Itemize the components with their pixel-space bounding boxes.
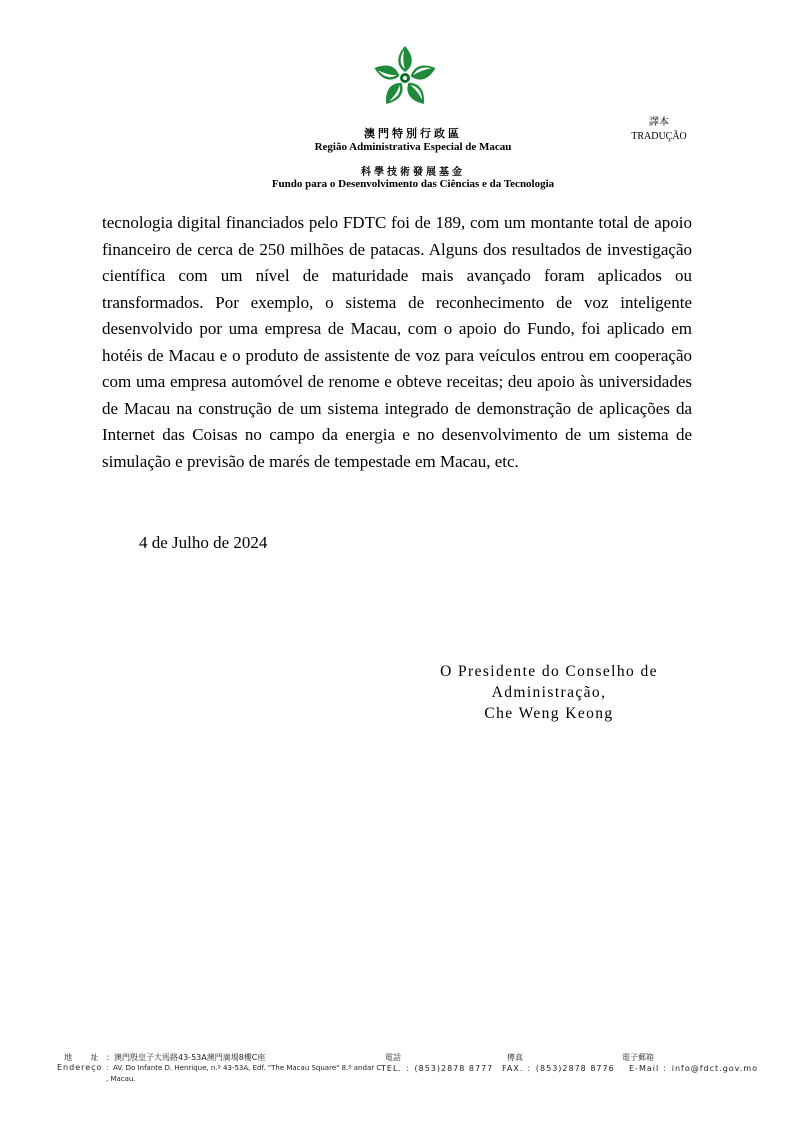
translation-mark <box>630 116 688 144</box>
footer-tel-label-zh: 電話 <box>385 1053 401 1062</box>
macau-lotus-emblem-icon <box>373 44 437 112</box>
footer-email: E-Mail ：info@fdct.gov.mo <box>629 1064 759 1073</box>
footer-address-zh: ：澳門殷皇子大馬路43-53A澳門廣場8樓C座 <box>106 1053 266 1062</box>
body-paragraph: tecnologia digital financiados pelo FDTC foi de 189, com um montante total de apoio financeiro de cerca de 250 milhões de patacas. Alguns dos resultados de investigação científica com um nível de maturidade mais avançado foram aplicados ou transformados. Por exemplo, o sistema de reconhecimento de voz inteligente desenvolvido por uma empresa de Macau, com o apoio do Fundo, foi aplicado em hotéis de Macau e o produto de assistente de voz para veículos entrou em cooperação com uma empresa automóvel de renome e obteve receitas; deu apoio às universidades de Macau na construção de um sistema integrado de demonstração de aplicações da Internet das Coisas no campo da energia e no desenvolvimento de um sistema de simulação e previsão de marés de tempestade em Macau, etc. <box>102 213 692 471</box>
translation-mark-zh: 譯本 <box>649 117 669 128</box>
header-region-zh: 澳門特別行政區 <box>364 127 462 140</box>
footer-address-label-pt: Endereço <box>57 1063 103 1072</box>
header-fund-pt: Fundo para o Desenvolvimento das Ciências e da Tecnologia <box>271 178 555 190</box>
footer-address-pt-line2: , Macau. <box>106 1075 136 1083</box>
footer-fax: FAX. ：(853)2878 8776 <box>502 1064 615 1073</box>
footer-address-pt: ：AV. Do Infante D. Henrique, n.º 43-53A, Edf. "The Macau Square" 8.º andar C <box>106 1064 382 1072</box>
document-date: 4 de Julho de 2024 <box>139 533 268 552</box>
translation-mark-pt: TRADUÇÃO <box>631 131 687 142</box>
signature-title-line-2: Administração, <box>491 684 607 701</box>
header-region-pt: Região Administrativa Especial de Macau <box>314 141 512 153</box>
header-fund-zh: 科學技術發展基金 <box>361 167 465 178</box>
signature-block <box>420 661 678 724</box>
footer-address-label-zh: 地 址 <box>64 1053 107 1062</box>
footer-email-label-zh: 電子郵箱 <box>622 1053 654 1062</box>
signature-name: Che Weng Keong <box>484 705 614 722</box>
footer-tel: TEL. ：(853)2878 8777 <box>381 1064 494 1073</box>
footer-contact <box>0 1050 794 1090</box>
signature-title-line-1: O Presidente do Conselho de <box>440 663 658 680</box>
footer-fax-label-zh: 傳真 <box>507 1053 523 1062</box>
